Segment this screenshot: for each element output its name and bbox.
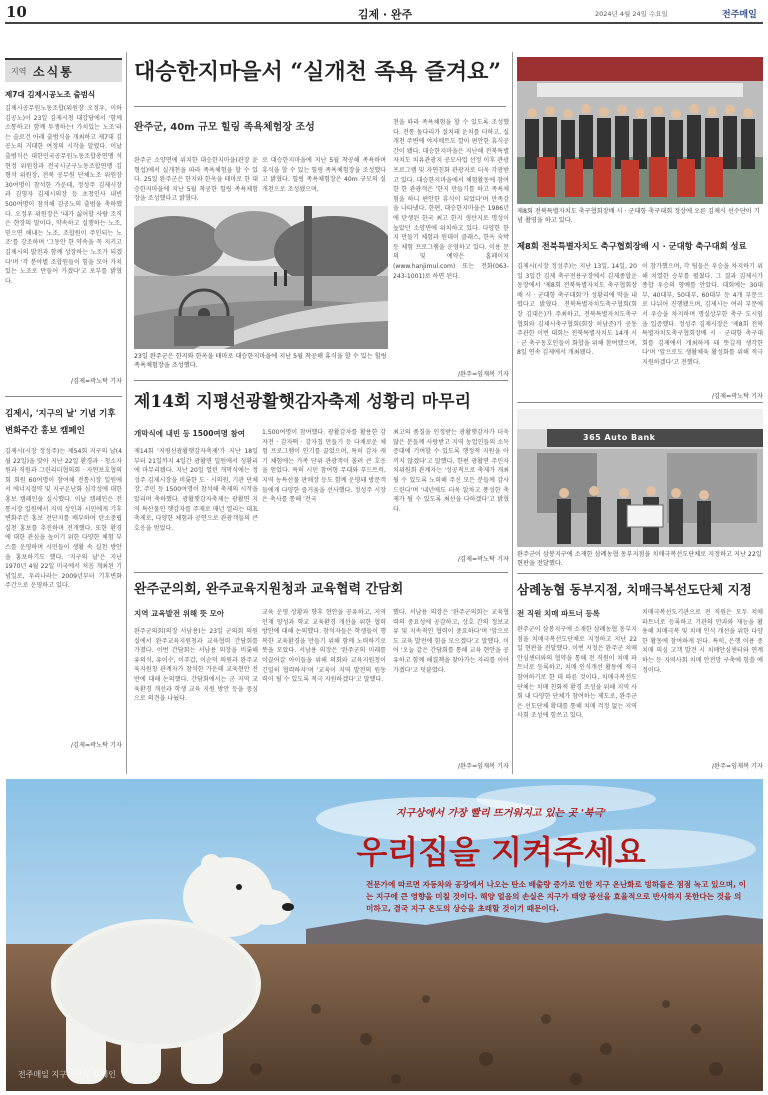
mid-col-rule: [512, 52, 513, 774]
story2-subhead: 개막식에 내빈 등 1500여명 참여: [134, 429, 246, 438]
story1-headline: 대승한지마을서 “실개천 족욕 즐겨요”: [134, 59, 502, 85]
footbath-photo: [134, 206, 388, 349]
story4-headline: 제8회 전북특별자치도 축구협회장배 시 · 군대항 축구대회 성료: [517, 241, 747, 251]
header-rule: [5, 22, 763, 24]
sidebar-title-box: [5, 58, 122, 82]
bank-photo: [517, 409, 763, 547]
story1-byline: /완주=임재복 기자: [457, 371, 509, 378]
story1-col3: 천을 따라 족욕체험을 할 수 있도록 조성했다. 전통 돌다리가 설치돼 운치를 더하고, 실개천 주변에 야자매트도 깔아 편안한 휴식공간이 됐다. 대승한지마을은 지난해 전북특별자치도 치유관광지 공모사업 선정 이후 관광 프로그램 및 자연친화 관광지로 더욱 각광받고 있다. 대승한지마을에서 체험활동에 참여한 한 관광객은 '한지 만들기를 하고 족욕체험을 하니 편안한 휴식이 되었다'며 만족감을 나타냈다. 한편, 대승한지마을은 1986년에 탄생된 한국 최고 한지 생산지로 명성이 높았던 소양면에 위치하고 있다. 다양한 한지 만들기 체험과 원데이 클래스, 한옥 숙박 등 체험 프로그램을 운영하고 있다. 이용 문의 및 예약은 홈페이지(www.hanjimul.com) 또는 전화(063-243-1001)로 하면 된다.: [393, 119, 509, 280]
story3-subhead: 지역 교육발전 위해 뜻 모아: [134, 609, 225, 618]
polar-bear-icon: [6, 779, 763, 1091]
sidebar-label: 지역: [11, 67, 27, 76]
story1-head-rule: [134, 106, 506, 107]
soccer-team-photo: [517, 57, 763, 204]
story4-col2: 이 참가했으며, 각 팀들은 우승을 차지하기 위해 치열한 승부를 펼쳤다. 그 결과 김제시가 종합 우승의 영예를 안았다. 대회에는 30대부, 40대부, 50대부, 60대부 등 4개 부문으로 나뉘어 진행됐으며, 김제시는 여러 부문에서 우승을 차지하며 명실상부한 축구 도시임을 입증했다. 정성주 김제시장은 '제8회 전북특별자치도축구협회장배 시 · 군대항 축구대회를 김제에서 개최하게 돼 뜻깊게 생각한다'며 '앞으로도 생활체육 활성화를 위해 적극 지원하겠다'고 전했다.: [642, 263, 763, 366]
bank-building-icon: [517, 409, 763, 547]
story5-top-rule: [517, 573, 763, 574]
story3-col1: 완주군의회(의장 서남용)는 23일 군의회 의원실에서 완주교육지원청과 교육협력 간담회를 가졌다. 이번 간담회는 서남용 의장을 비롯해 유의식, 유이수, 이주갑, 이순덕 의원과 완주교육지원청 관계자가 참석한 가운데 교육현안 전반에 대해 논의했다. 간담회에서는 군 지역 교육환경 개선과 학생 교육 지원 방안 등을 중심으로 의견을 나눴다.: [134, 628, 258, 703]
ad-kicker: 지구상에서 가장 빨리 뜨거워지고 있는 곳 '북극': [395, 808, 607, 819]
story2-headline: 제14회 지평선광활햇감자축제 성황리 마무리: [134, 392, 472, 412]
story3-col2: 교육 운영 상황과 향후 현안을 공유하고, 지역인재 양성과 학교 교육환경 개선을 위한 협력 방안에 대해 논의했다. 참석자들은 학생들이 행복한 교육환경을 만들기 위해 함께 노력하기로 뜻을 모았다. 서남용 의장은 '완주군의 미래를 이끌어갈 아이들을 위해 의회와 교육지원청이 긴밀히 협력하자'며 '교육이 지역 발전의 원동력이 될 수 있도록 적극 지원하겠다'고 말했다.: [262, 609, 386, 684]
story5-byline: /완주=임재복 기자: [711, 763, 763, 770]
page-header: [0, 0, 768, 24]
story3-headline: 완주군의회, 완주교육지원청과 교육협력 간담회: [134, 582, 404, 597]
story2-byline: /김제=곽노탁 기자: [457, 556, 509, 563]
sidebar-rule: [126, 52, 127, 774]
sidebar-body-1: 김제시공무원노동조합(위원장 오정우, 이하 김공노)이 23일 김제시청 대강당에서 '함께 소통하고! 함께 투쟁하는! 가치있는 노조'라는 슬로건 아래 출범식을 개최하고 제7대 김공노의 거대한 여정의 시작을 알렸다. 이날 출범식은 대한민국공무원노동조합총연맹 석현정 위원장과 전국시군구노동조합연맹 김형석 위원장, 전북 공무원 단체노조 위원장 30여명이 참석한 가운데, 정성주 김제시장과 김영자 김제시의장 등 초청인사 내빈 500여명이 참석해 김공노의 출범을 축하했다. 오정우 위원장은 '내가 싫어할 사람 조직은 현장의 말이다, 약속하고 실행하는 노조, 믿으면 해내는 노조, 조합원이 주인되는 노조'를 강조하며 '그동안 한 약속을 꼭 지키고 김제시의 발전과 함께 성장하는 노조가 되겠다'며 '각 분야별 조합원들이 힘을 모아 가치있는 노조로 만들어 가겠다'고 포부를 밝혔다.: [5, 105, 122, 285]
story5-subhead: 전 직원 치매 파트너 등록: [517, 609, 600, 618]
story5-headline: 삼례농협 동부지점, 치매극복선도단체 지정: [517, 582, 752, 597]
story4-photo-caption: 제8회 전북특별자치도 축구협회장배 시 · 군대항 축구대회 정상에 오른 김제시 선수단이 기념 촬영을 하고 있다.: [517, 208, 760, 225]
section-name: 김제 · 완주: [357, 8, 413, 21]
sidebar-body-2: 김제시(시장 정성주)는 제54회 지구의 날(4월 22일)을 맞아 지난 22일 환경과 · 청소자원과 직원과 그린리더협의회 · 자연보호협의회 회원 60여명이 참여해 전통시장 일원에서 에너지절약 및 지구온난화 심각성에 대한 홍보 캠페인을 실시했다. 이날 캠페인은 전통시장 일원에서 지역 상인과 시민에게 기후변화주간 홍보 전단지를 배부하며 탄소중립 실천 홍보를 추진하며 전개했다. 또한 환경에 대한 관심을 높이기 위한 다양한 체험 부스를 운영하며 시민들이 생활 속 실천 방안을 홍보하기도 했다. '지구의 날'은 지난 1970년 4월 22일 미국에서 처음 개최된 기념일로, 우리나라는 2009년부터 기후변화주간으로 운영하고 있다.: [5, 448, 122, 590]
sidebar-title: 소식통: [33, 65, 74, 79]
story3-col3: 했다. 서남용 의장은 '완주군의회는 교육협력의 중요성에 공감하고, 상호 간의 정보교류 및 지속적인 협력이 중요하다'며 '앞으로도 교육 발전에 힘을 모으겠다'고 말했다. 이어 '오늘 같은 간담회를 통해 교육 현안을 공유하고 함께 해결책을 찾아가는 자리를 이어가겠다'고 덧붙였다.: [393, 609, 509, 674]
sidebar-headline-2: 김제시, '지구의 날' 기념 기후변화주간 홍보 캠페인: [5, 409, 116, 436]
team-photo-icon: [517, 57, 763, 204]
story5-col1: 완주군이 삼봉지구에 소재한 삼례농협 동부지점을 치매극복선도단체로 지정하고 지난 22일 현판을 전달했다. 이번 지정은 완주군 치매안심센터와의 협약을 통해 전 직원이 치매 파트너로 등록하고, 치매 인식개선 활동에 적극 참여하기로 한 데 따른 것이다. 치매극복선도단체는 치매 친화적 환경 조성을 위해 지역 사회 내 다양한 단체가 참여하는 제도로, 완주군은 선도단체 확대를 통해 치매 걱정 없는 지역사회 조성에 힘쓰고 있다.: [517, 626, 637, 720]
story4-byline: /김제=곽노탁 기자: [711, 393, 763, 400]
paper-name: 전주매일: [722, 10, 757, 20]
story4-bottom-rule: [517, 402, 763, 403]
story3-top-rule: [134, 572, 508, 573]
ad-headline: 우리집을 지켜주세요: [356, 833, 646, 871]
story2-col3: 최고의 품질을 인정받는 광활햇감자가 더욱 많은 분들께 사랑받고 지역 농업인들의 소득증대에 기여할 수 있도록 행정적 지원을 아끼지 않겠다'고 말했다. 한편 광활면 주민자치위원회 관계자는 '성공적으로 축제가 개최될 수 있도록 노력해 주신 모든 분들께 감사드린다'며 '내년에도 더욱 알차고 풍성한 축제가 될 수 있도록 최선을 다하겠다'고 밝혔다.: [393, 429, 509, 513]
ad-watermark: 전주매일 지구온난화 캠페인: [18, 1070, 116, 1079]
sidebar: [5, 58, 122, 776]
story5-col2: 치매극복선도기관으로 전 직원은 모두 치매 파트너로 등록하고 기관의 안과와 재능을 활용해 치매극복 및 치매 인식 개선을 위한 다양한 활동에 참여하게 된다. 특히, 은행 이용 중 치매 의심 고객 발견 시 치매안심센터와 연계하는 등 지역사회 치매 안전망 구축에 힘쓸 예정이다.: [642, 609, 763, 674]
story2-top-rule: [134, 380, 508, 381]
story2-col1: 제14회 '지평선광활햇감자축제'가 지난 18일부터 21일까지 4일간 광활면 일원에서 성황리에 마무리됐다. 지난 20일 열린 개막식에는 정성주 김제시장을 비롯한 도 · 시의원, 기관 단체장, 주민 등 1500여명이 참석해 축제의 시작을 알리며 축하했다. 광활햇감자축제는 광활면 지역 특산물인 햇감자를 주제로 매년 열리는 대표 축제로, 다양한 체험과 공연으로 관광객들의 큰 호응을 얻었다.: [134, 448, 258, 532]
climate-ad: [6, 779, 763, 1091]
sidebar-byline-2: /김제=곽노탁 기자: [70, 742, 122, 749]
story3-byline: /완주=임재복 기자: [457, 763, 509, 770]
sidebar-byline-1: /김제=곽노탁 기자: [70, 378, 122, 385]
sidebar-headline-1: 제7대 김제시공노조 출범식: [5, 90, 96, 99]
issue-date: 2024년 4월 24일 수요일: [595, 10, 668, 18]
bank-sign: 365 Auto Bank: [583, 433, 656, 442]
story1-col2: 로 대승한지마을에 지난 5월 착공해 족욕하며 휴식을 할 수 있는 힐링 족욕체험장을 조성했다고 밝혔다. 힐링 족욕체험장은 40m 규모의 실개천으로 조성됐으며,: [262, 157, 386, 193]
story2-col2: 1,500여명이 참여했다. 광활감자를 활용한 감자전 · 감자떡 · 감자칩 만들기 등 다채로운 체험 프로그램이 인기를 끌었으며, 특히 감자 캐기 체험에는 가족 단위 관광객이 몰려 큰 호응을 얻었다. 특히 시민 참여형 무대와 푸드트럭, 지역 농특산물 판매장 등도 함께 운영돼 방문객들에게 다양한 즐거움을 선사했다. 정성주 시장은 축사를 통해 '전국: [262, 429, 386, 504]
story5-photo-caption: 완주군이 삼봉지구에 소재한 삼례농협 동부지점을 치매극복선도단체로 지정하고 지난 22일 현판을 전달했다.: [517, 551, 762, 568]
story1-col1: 완주군 소양면에 위치한 대승한지마을(관장 윤형섭)에서 실개천을 따라 족욕체험을 할 수 있다. 25일 완주군은 한지와 한옥을 테마로 한 대승한지마을에 지난 5월 착공한 힐링 족욕체험장을 조성했다고 밝혔다.: [134, 157, 258, 203]
sidebar-divider: [5, 396, 122, 397]
footbath-scene-icon: [134, 206, 388, 349]
page-number: 10: [6, 3, 27, 21]
story1-photo-caption: 23일 완주군은 한지와 한옥을 테마로 대승한지마을에 지난 5월 착공해 휴식을 할 수 있는 힐링 족욕체험장을 조성했다.: [134, 353, 387, 370]
story1-subhead: 완주군, 40m 규모 힐링 족욕체험장 조성: [134, 122, 315, 133]
story4-col1: 김제시(시장 정성주)는 지난 13일, 14일, 20일 3일간 김제 축구전용구장에서 김제종합운동장에서 '제8회 전북특별자치도 축구협회장배 시 · 군대항 축구대회'가 성황리에 막을 내렸다고 밝혔다. 전북특별자치도축구협회(회장 김대은)가 주최하고, 전북특별자치도축구협회와 김제시축구협회(회장 허남준)가 공동 주관한 이번 대회는 전북특별자치도 14개 시 · 군 축구동호인들이 화합을 위해 참여했으며, 8일 연속 김제에서 개최됐다.: [517, 263, 637, 357]
ad-body: 전문가에 따르면 자동차와 공장에서 나오는 탄소 배출량 증가로 인한 지구 온난화로 빙하들은 점점 녹고 있으며, 이는 지구에 큰 영향을 미칠 것이다. 해양 얼음의 손실은 지구가 태양 광선을 효율적으로 반사하지 못한다는 것을 의미하고, 결국 지구 온도의 상승을 초래할 것이기 때문이다.: [366, 880, 746, 913]
